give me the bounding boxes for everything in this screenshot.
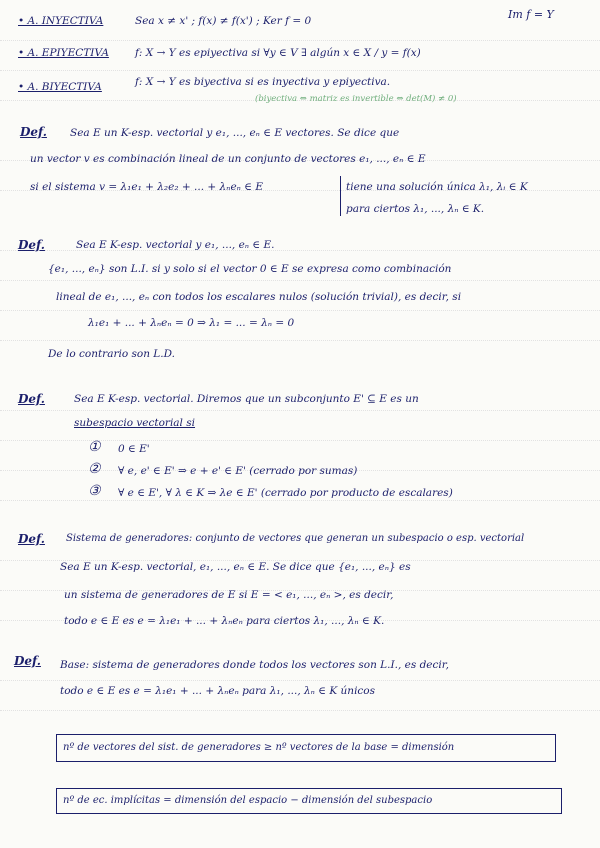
def3-label: Def. — [18, 392, 45, 406]
def1-line3b: tiene una solución única λ₁, λᵢ ∈ K — [346, 181, 528, 193]
def2-line3: lineal de e₁, ..., eₙ con todos los escalares nulos (solución trivial), es decir, si — [56, 291, 462, 303]
def3-item2: ∀ e, e' ∈ E' ⇒ e + e' ∈ E' (cerrado por sumas) — [118, 465, 358, 477]
implicit-equations-box — [56, 788, 562, 814]
def4-line2: Sea E un K-esp. vectorial, e₁, ..., eₙ ∈ E. Se dice que {e₁, ..., eₙ} es — [60, 561, 411, 573]
im-note: Im f = Y — [508, 8, 554, 21]
def1-line1: Sea E un K-esp. vectorial y e₁, ..., eₙ ∈ E vectores. Se dice que — [70, 127, 400, 139]
def2-line4: λ₁e₁ + ... + λₙeₙ = 0 ⇒ λ₁ = ... = λₙ = 0 — [88, 317, 295, 329]
epiyectiva-text: f: X → Y es epiyectiva si ∀y ∈ V ∃ algún x ∈ X / y = f(x) — [135, 47, 421, 59]
def1-label: Def. — [20, 125, 47, 139]
def3-item1-number: ① — [88, 439, 101, 455]
inyectiva-label: • A. INYECTIVA — [18, 15, 104, 27]
biyectiva-label: • A. BIYECTIVA — [18, 81, 102, 93]
def2-line2: {e₁, ..., eₙ} son L.I. si y solo si el vector 0 ∈ E se expresa como combinación — [48, 263, 452, 275]
def2-line1: Sea E K-esp. vectorial y e₁, ..., eₙ ∈ E. — [76, 239, 275, 251]
def1-line3: si el sistema v = λ₁e₁ + λ₂e₂ + ... + λₙeₙ ∈ E — [30, 181, 264, 193]
def4-line3: un sistema de generadores de E si E = < e₁, ..., eₙ >, es decir, — [64, 589, 394, 601]
def2-label: Def. — [18, 238, 45, 252]
def1-line2: un vector v es combinación lineal de un conjunto de vectores e₁, ..., eₙ ∈ E — [30, 153, 426, 165]
def5-line2: todo e ∈ E es e = λ₁e₁ + ... + λₙeₙ para λ₁, ..., λₙ ∈ K únicos — [60, 685, 376, 697]
def5-label: Def. — [14, 654, 41, 668]
dimension-box-text: nº de vectores del sist. de generadores ≥ nº vectores de la base = dimensión — [63, 742, 455, 753]
def4-line1: Sistema de generadores: conjunto de vectores que generan un subespacio o esp. vectorial — [66, 533, 525, 544]
implicit-equations-box-text: nº de ec. implícitas = dimensión del espacio − dimensión del subespacio — [63, 795, 433, 806]
def1-divider — [340, 176, 341, 216]
def5-line1: Base: sistema de generadores donde todos los vectores son L.I., es decir, — [60, 659, 449, 671]
def4-line4: todo e ∈ E es e = λ₁e₁ + ... + λₙeₙ para ciertos λ₁, ..., λₙ ∈ K. — [64, 615, 385, 627]
biyectiva-note: (biyectiva ⇔ matriz es invertible ⇔ det(M) ≠ 0) — [255, 94, 457, 104]
dimension-box — [56, 734, 556, 762]
def1-line4: para ciertos λ₁, ..., λₙ ∈ K. — [346, 203, 485, 215]
def2-line5: De lo contrario son L.D. — [48, 348, 175, 360]
biyectiva-text: f: X → Y es biyectiva si es inyectiva y epiyectiva. — [135, 76, 391, 88]
def3-line1: Sea E K-esp. vectorial. Diremos que un subconjunto E' ⊆ E es un — [74, 393, 419, 405]
def3-item3: ∀ e ∈ E', ∀ λ ∈ K ⇒ λe ∈ E' (cerrado por producto de escalares) — [118, 487, 453, 499]
def3-item1: 0 ∈ E' — [118, 443, 150, 455]
def4-label: Def. — [18, 532, 45, 546]
def3-item2-number: ② — [88, 461, 101, 477]
def3-line2: subespacio vectorial si — [74, 417, 196, 429]
epiyectiva-label: • A. EPIYECTIVA — [18, 47, 109, 59]
def3-item3-number: ③ — [88, 483, 101, 499]
inyectiva-text: Sea x ≠ x' ; f(x) ≠ f(x') ; Ker f = 0 — [135, 15, 312, 27]
